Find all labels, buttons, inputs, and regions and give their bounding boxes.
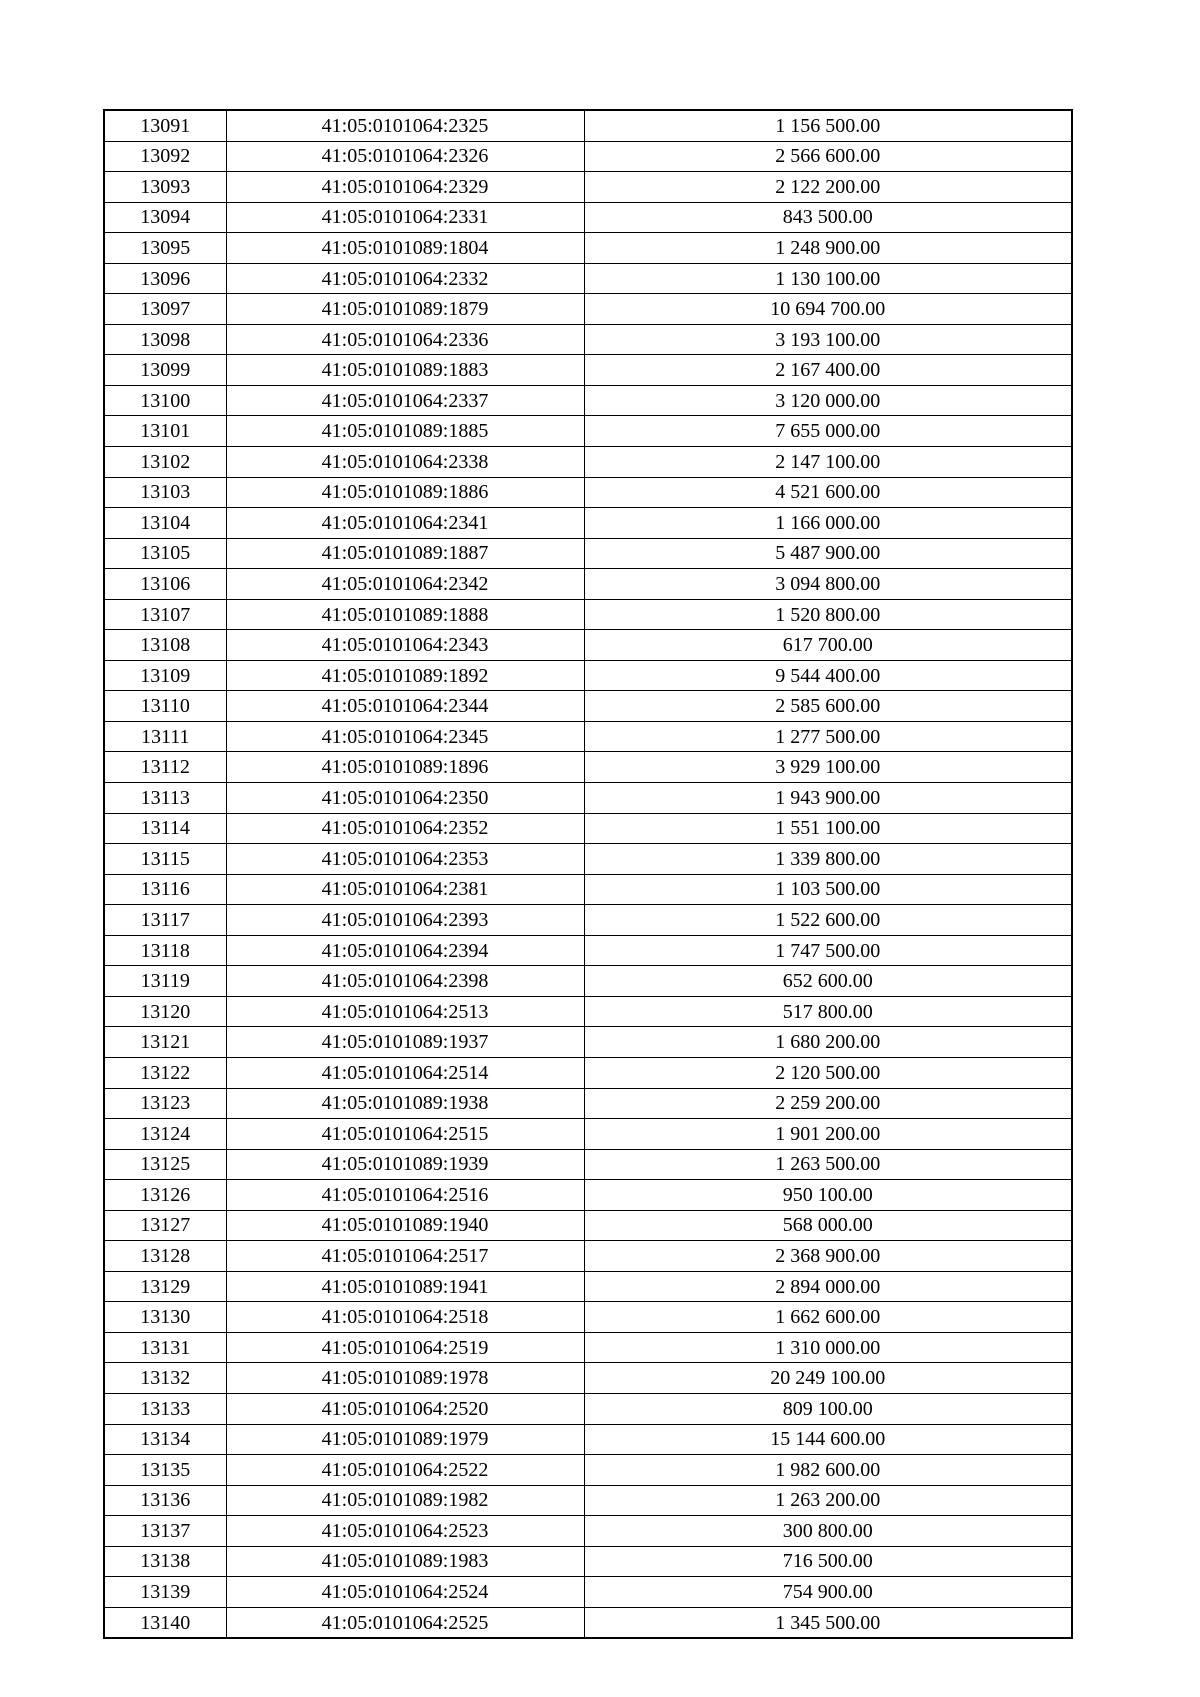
- cadastral-value-cell: 754 900.00: [584, 1577, 1072, 1608]
- row-number-cell: 13096: [104, 263, 226, 294]
- cadastral-value-cell: 1 156 500.00: [584, 110, 1072, 141]
- row-number-cell: 13128: [104, 1241, 226, 1272]
- table-row: [104, 1210, 1072, 1241]
- cadastral-value-cell: 1 520 800.00: [584, 599, 1072, 630]
- row-number-cell: 13093: [104, 172, 226, 203]
- cadastral-number-cell: 41:05:0101064:2518: [226, 1302, 584, 1333]
- row-number-cell: 13140: [104, 1607, 226, 1638]
- cadastral-number-cell: 41:05:0101064:2520: [226, 1393, 584, 1424]
- table-row: [104, 477, 1072, 508]
- row-number-cell: 13120: [104, 996, 226, 1027]
- cadastral-value-cell: 7 655 000.00: [584, 416, 1072, 447]
- cadastral-value-cell: 2 122 200.00: [584, 172, 1072, 203]
- table-row: [104, 752, 1072, 783]
- row-number-cell: 13101: [104, 416, 226, 447]
- cadastral-value-cell: 809 100.00: [584, 1393, 1072, 1424]
- row-number-cell: 13121: [104, 1027, 226, 1058]
- cadastral-number-cell: 41:05:0101089:1982: [226, 1485, 584, 1516]
- table-body: [104, 110, 1072, 1638]
- cadastral-number-cell: 41:05:0101064:2337: [226, 385, 584, 416]
- cadastral-number-cell: 41:05:0101064:2352: [226, 813, 584, 844]
- cadastral-number-cell: 41:05:0101089:1940: [226, 1210, 584, 1241]
- row-number-cell: 13097: [104, 294, 226, 325]
- table-row: [104, 1455, 1072, 1486]
- row-number-cell: 13117: [104, 905, 226, 936]
- cadastral-number-cell: 41:05:0101064:2524: [226, 1577, 584, 1608]
- table-row: [104, 1119, 1072, 1150]
- cadastral-value-cell: 950 100.00: [584, 1180, 1072, 1211]
- row-number-cell: 13109: [104, 660, 226, 691]
- row-number-cell: 13094: [104, 202, 226, 233]
- table-row: [104, 1424, 1072, 1455]
- cadastral-value-cell: 3 193 100.00: [584, 324, 1072, 355]
- row-number-cell: 13107: [104, 599, 226, 630]
- table-row: [104, 233, 1072, 264]
- cadastral-value-cell: 4 521 600.00: [584, 477, 1072, 508]
- cadastral-value-cell: 3 929 100.00: [584, 752, 1072, 783]
- row-number-cell: 13091: [104, 110, 226, 141]
- row-number-cell: 13134: [104, 1424, 226, 1455]
- table-row: [104, 844, 1072, 875]
- row-number-cell: 13133: [104, 1393, 226, 1424]
- cadastral-value-cell: 1 310 000.00: [584, 1332, 1072, 1363]
- row-number-cell: 13112: [104, 752, 226, 783]
- cadastral-value-cell: 1 662 600.00: [584, 1302, 1072, 1333]
- cadastral-number-cell: 41:05:0101064:2525: [226, 1607, 584, 1638]
- table-row: [104, 1363, 1072, 1394]
- cadastral-value-cell: 3 094 800.00: [584, 569, 1072, 600]
- row-number-cell: 13113: [104, 783, 226, 814]
- cadastral-value-cell: 1 248 900.00: [584, 233, 1072, 264]
- cadastral-number-cell: 41:05:0101064:2326: [226, 141, 584, 172]
- row-number-cell: 13132: [104, 1363, 226, 1394]
- table-row: [104, 263, 1072, 294]
- cadastral-number-cell: 41:05:0101064:2381: [226, 874, 584, 905]
- row-number-cell: 13118: [104, 935, 226, 966]
- cadastral-number-cell: 41:05:0101064:2514: [226, 1057, 584, 1088]
- cadastral-number-cell: 41:05:0101089:1937: [226, 1027, 584, 1058]
- row-number-cell: 13104: [104, 508, 226, 539]
- cadastral-number-cell: 41:05:0101064:2353: [226, 844, 584, 875]
- table-row: [104, 721, 1072, 752]
- table-row: [104, 1516, 1072, 1547]
- table-row: [104, 1607, 1072, 1638]
- cadastral-value-cell: 2 368 900.00: [584, 1241, 1072, 1272]
- row-number-cell: 13116: [104, 874, 226, 905]
- table-row: [104, 783, 1072, 814]
- cadastral-number-cell: 41:05:0101064:2394: [226, 935, 584, 966]
- cadastral-number-cell: 41:05:0101064:2515: [226, 1119, 584, 1150]
- table-row: [104, 538, 1072, 569]
- table-row: [104, 1485, 1072, 1516]
- cadastral-number-cell: 41:05:0101064:2517: [226, 1241, 584, 1272]
- cadastral-value-cell: 9 544 400.00: [584, 660, 1072, 691]
- cadastral-number-cell: 41:05:0101064:2393: [226, 905, 584, 936]
- table-row: [104, 874, 1072, 905]
- cadastral-number-cell: 41:05:0101089:1883: [226, 355, 584, 386]
- cadastral-number-cell: 41:05:0101064:2350: [226, 783, 584, 814]
- row-number-cell: 13130: [104, 1302, 226, 1333]
- table-row: [104, 508, 1072, 539]
- cadastral-value-cell: 15 144 600.00: [584, 1424, 1072, 1455]
- row-number-cell: 13114: [104, 813, 226, 844]
- table-row: [104, 1332, 1072, 1363]
- row-number-cell: 13099: [104, 355, 226, 386]
- row-number-cell: 13127: [104, 1210, 226, 1241]
- cadastral-value-cell: 1 130 100.00: [584, 263, 1072, 294]
- table-row: [104, 569, 1072, 600]
- table-row: [104, 1027, 1072, 1058]
- row-number-cell: 13123: [104, 1088, 226, 1119]
- cadastral-value-cell: 300 800.00: [584, 1516, 1072, 1547]
- table-row: [104, 905, 1072, 936]
- table-row: [104, 141, 1072, 172]
- cadastral-value-cell: 10 694 700.00: [584, 294, 1072, 325]
- row-number-cell: 13115: [104, 844, 226, 875]
- cadastral-value-cell: 1 103 500.00: [584, 874, 1072, 905]
- cadastral-number-cell: 41:05:0101064:2338: [226, 447, 584, 478]
- cadastral-number-cell: 41:05:0101064:2345: [226, 721, 584, 752]
- table-row: [104, 1302, 1072, 1333]
- cadastral-value-cell: 716 500.00: [584, 1546, 1072, 1577]
- cadastral-number-cell: 41:05:0101089:1892: [226, 660, 584, 691]
- cadastral-value-cell: 1 339 800.00: [584, 844, 1072, 875]
- cadastral-value-cell: 652 600.00: [584, 966, 1072, 997]
- cadastral-number-cell: 41:05:0101089:1979: [226, 1424, 584, 1455]
- cadastral-value-cell: 1 166 000.00: [584, 508, 1072, 539]
- cadastral-number-cell: 41:05:0101089:1983: [226, 1546, 584, 1577]
- cadastral-value-cell: 2 147 100.00: [584, 447, 1072, 478]
- table-row: [104, 1393, 1072, 1424]
- table-row: [104, 1271, 1072, 1302]
- cadastral-number-cell: 41:05:0101064:2523: [226, 1516, 584, 1547]
- row-number-cell: 13111: [104, 721, 226, 752]
- row-number-cell: 13110: [104, 691, 226, 722]
- cadastral-value-cell: 2 566 600.00: [584, 141, 1072, 172]
- table-row: [104, 172, 1072, 203]
- cadastral-number-cell: 41:05:0101089:1978: [226, 1363, 584, 1394]
- table-row: [104, 599, 1072, 630]
- cadastral-number-cell: 41:05:0101064:2344: [226, 691, 584, 722]
- cadastral-value-cell: 1 263 500.00: [584, 1149, 1072, 1180]
- cadastral-number-cell: 41:05:0101064:2329: [226, 172, 584, 203]
- cadastral-number-cell: 41:05:0101089:1885: [226, 416, 584, 447]
- cadastral-value-cell: 517 800.00: [584, 996, 1072, 1027]
- row-number-cell: 13106: [104, 569, 226, 600]
- cadastral-number-cell: 41:05:0101064:2331: [226, 202, 584, 233]
- row-number-cell: 13092: [104, 141, 226, 172]
- row-number-cell: 13103: [104, 477, 226, 508]
- cadastral-number-cell: 41:05:0101064:2522: [226, 1455, 584, 1486]
- cadastral-value-cell: 2 259 200.00: [584, 1088, 1072, 1119]
- table-row: [104, 966, 1072, 997]
- row-number-cell: 13125: [104, 1149, 226, 1180]
- table-row: [104, 996, 1072, 1027]
- table-row: [104, 355, 1072, 386]
- cadastral-number-cell: 41:05:0101089:1938: [226, 1088, 584, 1119]
- table-row: [104, 294, 1072, 325]
- cadastral-number-cell: 41:05:0101064:2341: [226, 508, 584, 539]
- row-number-cell: 13137: [104, 1516, 226, 1547]
- cadastral-value-cell: 3 120 000.00: [584, 385, 1072, 416]
- cadastral-number-cell: 41:05:0101064:2325: [226, 110, 584, 141]
- cadastral-number-cell: 41:05:0101064:2516: [226, 1180, 584, 1211]
- row-number-cell: 13122: [104, 1057, 226, 1088]
- row-number-cell: 13126: [104, 1180, 226, 1211]
- cadastral-value-cell: 843 500.00: [584, 202, 1072, 233]
- table-row: [104, 1149, 1072, 1180]
- table-row: [104, 691, 1072, 722]
- table-row: [104, 385, 1072, 416]
- table-row: [104, 1180, 1072, 1211]
- row-number-cell: 13129: [104, 1271, 226, 1302]
- row-number-cell: 13100: [104, 385, 226, 416]
- cadastral-value-cell: 5 487 900.00: [584, 538, 1072, 569]
- table-row: [104, 202, 1072, 233]
- cadastral-number-cell: 41:05:0101064:2332: [226, 263, 584, 294]
- cadastral-value-table: [103, 109, 1073, 1639]
- cadastral-value-cell: 1 943 900.00: [584, 783, 1072, 814]
- cadastral-number-cell: 41:05:0101089:1804: [226, 233, 584, 264]
- table-row: [104, 1546, 1072, 1577]
- cadastral-number-cell: 41:05:0101089:1886: [226, 477, 584, 508]
- cadastral-value-cell: 2 585 600.00: [584, 691, 1072, 722]
- table-row: [104, 660, 1072, 691]
- row-number-cell: 13095: [104, 233, 226, 264]
- row-number-cell: 13139: [104, 1577, 226, 1608]
- table-row: [104, 447, 1072, 478]
- cadastral-value-cell: 1 551 100.00: [584, 813, 1072, 844]
- table-row: [104, 1057, 1072, 1088]
- cadastral-value-cell: 1 522 600.00: [584, 905, 1072, 936]
- table-row: [104, 630, 1072, 661]
- cadastral-number-cell: 41:05:0101064:2519: [226, 1332, 584, 1363]
- cadastral-number-cell: 41:05:0101089:1887: [226, 538, 584, 569]
- cadastral-value-cell: 2 894 000.00: [584, 1271, 1072, 1302]
- cadastral-number-cell: 41:05:0101089:1896: [226, 752, 584, 783]
- table-row: [104, 1241, 1072, 1272]
- cadastral-number-cell: 41:05:0101064:2343: [226, 630, 584, 661]
- cadastral-value-cell: 2 167 400.00: [584, 355, 1072, 386]
- cadastral-value-cell: 1 982 600.00: [584, 1455, 1072, 1486]
- table-row: [104, 416, 1072, 447]
- cadastral-number-cell: 41:05:0101064:2342: [226, 569, 584, 600]
- cadastral-number-cell: 41:05:0101089:1939: [226, 1149, 584, 1180]
- row-number-cell: 13131: [104, 1332, 226, 1363]
- cadastral-number-cell: 41:05:0101064:2336: [226, 324, 584, 355]
- cadastral-number-cell: 41:05:0101089:1888: [226, 599, 584, 630]
- cadastral-value-cell: 1 345 500.00: [584, 1607, 1072, 1638]
- row-number-cell: 13108: [104, 630, 226, 661]
- cadastral-value-cell: 568 000.00: [584, 1210, 1072, 1241]
- cadastral-value-cell: 20 249 100.00: [584, 1363, 1072, 1394]
- row-number-cell: 13102: [104, 447, 226, 478]
- cadastral-number-cell: 41:05:0101064:2513: [226, 996, 584, 1027]
- cadastral-value-cell: 1 277 500.00: [584, 721, 1072, 752]
- cadastral-value-cell: 1 263 200.00: [584, 1485, 1072, 1516]
- cadastral-number-cell: 41:05:0101064:2398: [226, 966, 584, 997]
- row-number-cell: 13136: [104, 1485, 226, 1516]
- cadastral-value-cell: 2 120 500.00: [584, 1057, 1072, 1088]
- table-row: [104, 813, 1072, 844]
- row-number-cell: 13119: [104, 966, 226, 997]
- row-number-cell: 13124: [104, 1119, 226, 1150]
- cadastral-number-cell: 41:05:0101089:1879: [226, 294, 584, 325]
- row-number-cell: 13138: [104, 1546, 226, 1577]
- cadastral-value-cell: 617 700.00: [584, 630, 1072, 661]
- table-row: [104, 324, 1072, 355]
- cadastral-value-cell: 1 747 500.00: [584, 935, 1072, 966]
- table-row: [104, 935, 1072, 966]
- row-number-cell: 13105: [104, 538, 226, 569]
- cadastral-value-cell: 1 901 200.00: [584, 1119, 1072, 1150]
- table-row: [104, 1577, 1072, 1608]
- row-number-cell: 13135: [104, 1455, 226, 1486]
- table-row: [104, 110, 1072, 141]
- row-number-cell: 13098: [104, 324, 226, 355]
- table-row: [104, 1088, 1072, 1119]
- cadastral-value-cell: 1 680 200.00: [584, 1027, 1072, 1058]
- cadastral-number-cell: 41:05:0101089:1941: [226, 1271, 584, 1302]
